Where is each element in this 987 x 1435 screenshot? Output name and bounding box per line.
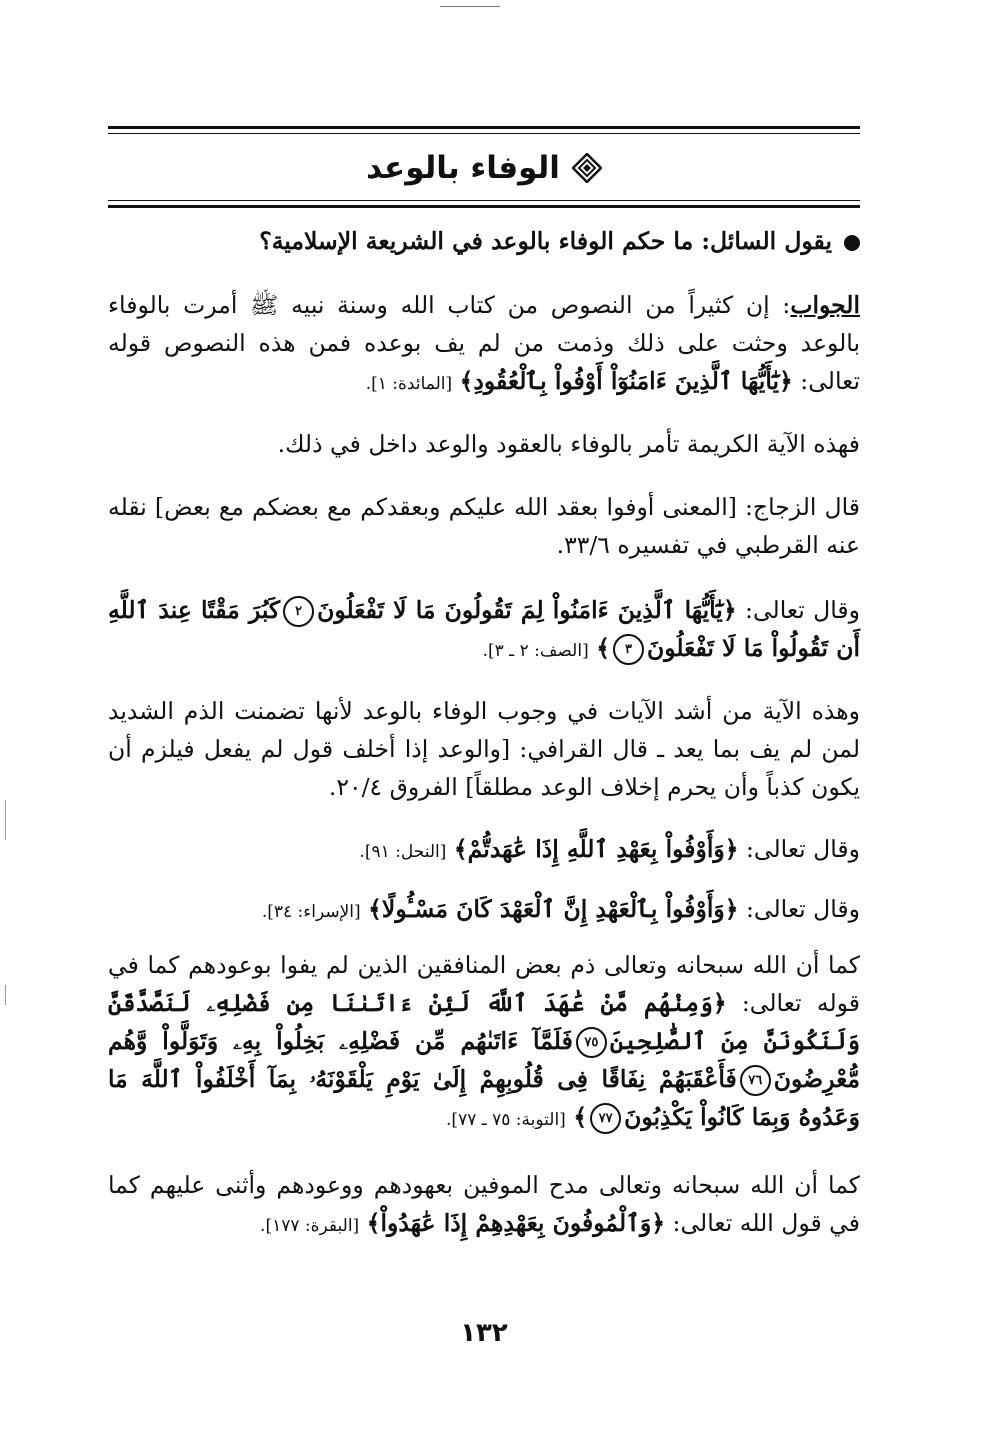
- quran-verse: ﴿يَٰٓأَيُّهَا ٱلَّذِينَ ءَامَنُوٓاْ أَوْفُواْ بِٱلْعُقُودِ﴾: [459, 367, 793, 395]
- paragraph-intro: وقال تعالى:: [746, 895, 860, 923]
- verse-part: فَلَمَّآ ءَاتَىٰهُم مِّن فَضْلِهِۦ بَخِلُواْ بِهِۦ وَتَوَلَّواْ وَّهُم مُّعْرِضُونَ: [108, 1027, 860, 1093]
- question-text: يقول السائل: ما حكم الوفاء بالوعد في الشريعة الإسلامية؟: [259, 227, 832, 255]
- verse-number-marker: ٢: [283, 596, 314, 627]
- top-edge-mark: [440, 6, 500, 7]
- verse-reference: [البقرة: ١٧٧].: [260, 1216, 360, 1236]
- paragraph-intro: وقال تعالى:: [745, 596, 860, 624]
- quran-verse: ﴿وَأَوْفُواْ بِٱلْعَهْدِ إِنَّ ٱلْعَهْدَ كَانَ مَسْـُٔولًا﴾: [368, 895, 739, 923]
- answer-intro: : إن كثيراً من النصوص من كتاب الله وسنة نبيه ﷺ أمرت بالوفاء بالوعد وحثت على ذلك وذمت من لم يف بوعده فمن هذه النصوص قوله تعالى:: [108, 291, 860, 395]
- verse-number-marker: ٧٧: [590, 1103, 621, 1134]
- verse-part: كَبُرَ مَقْتًا عِندَ ٱللَّهِ أَن تَقُولُواْ مَا لَا تَفْعَلُونَ: [108, 596, 860, 662]
- header-rule-top-thin: [108, 133, 860, 134]
- quran-verse: ﴿وَأَوْفُواْ بِعَهْدِ ٱللَّهِ إِذَا عَٰهَدتُّمْ﴾: [453, 835, 739, 863]
- verse-part: ﴿يَٰٓأَيُّهَا ٱلَّذِينَ ءَامَنُواْ لِمَ تَقُولُونَ مَا لَا تَفْعَلُونَ: [317, 596, 737, 624]
- paragraph-6: [108, 890, 908, 931]
- paragraph-2: [108, 488, 908, 564]
- header-rule-bottom-thick: [108, 205, 860, 208]
- paragraph-text: قال الزجاج: [المعنى أوفوا بعقد الله عليكم وبعقدكم مع بعضكم مع بعض] نقله عنه القرطبي في تفسيره ٣٣/٦.: [108, 493, 860, 559]
- verse-close-bracket: ﴾: [573, 1103, 588, 1131]
- chapter-title: الوفاء بالوعد: [366, 150, 560, 186]
- verse-reference: [المائدة: ١].: [365, 374, 453, 394]
- quran-verse: ﴿وَٱلْمُوفُونَ بِعَهْدِهِمْ إِذَا عَٰهَدُواْ﴾: [366, 1209, 666, 1237]
- verse-reference: [الإسراء: ٣٤].: [261, 902, 361, 922]
- paragraph-text: وهذه الآية من أشد الآيات في وجوب الوفاء بالوعد لأنها تضمنت الذم الشديد لمن لم يف بما يعد ـ قال القرافي: [والوعد إذا أخلف قول لم يفعل فيلزم أن يكون كذباً وأن يحرم إخلاف الوعد مطلقاً] الفروق ٢٠/٤.: [108, 697, 860, 801]
- paragraph-7: [108, 946, 908, 1139]
- verse-reference: [النحل: ٩١].: [359, 842, 447, 862]
- paragraph-intro: وقال تعالى:: [746, 835, 860, 863]
- paragraph-3: [108, 591, 908, 670]
- chapter-header: [108, 143, 860, 193]
- answer-paragraph: [108, 286, 908, 403]
- verse-reference: [الصف: ٢ ـ ٣].: [482, 641, 589, 661]
- verse-number-marker: ٧٥: [576, 1027, 607, 1058]
- header-rule-bottom-thin: [108, 200, 860, 201]
- verse-part: ﴿وَمِنْهُم مَّنْ عَٰهَدَ ٱللَّهَ لَئِنْ ءَاتَىٰنَا مِن فَضْلِهِۦ لَنَصَّدَّقَنَّ وَلَنَكُونَنَّ مِنَ ٱلصَّٰلِحِينَ: [108, 989, 860, 1055]
- bullet-icon: [844, 235, 860, 251]
- answer-label: الجواب: [790, 291, 860, 319]
- header-rule-top-thick: [108, 126, 860, 129]
- paragraph-4: [108, 692, 908, 806]
- diamond-icon: [572, 153, 602, 183]
- paragraph-1: [108, 425, 908, 463]
- scan-margin-mark: [5, 985, 6, 1005]
- scan-margin-mark: [5, 800, 6, 840]
- paragraph-5: [108, 830, 908, 871]
- page-number: ١٣٢: [460, 1318, 508, 1348]
- paragraph-8: [108, 1166, 908, 1245]
- paragraph-intro: كما أن الله سبحانه وتعالى مدح الموفين بعهودهم ووعودهم وأثنى عليهم كما في قول الله تعالى:: [108, 1171, 860, 1237]
- paragraph-text: فهذه الآية الكريمة تأمر بالوفاء بالعقود والوعد داخل في ذلك.: [277, 430, 860, 458]
- question-line: [108, 222, 860, 260]
- verse-number-marker: ٧٦: [740, 1065, 771, 1096]
- verse-part: فَأَعْقَبَهُمْ نِفَاقًا فِى قُلُوبِهِمْ إِلَىٰ يَوْمِ يَلْقَوْنَهُۥ بِمَآ أَخْلَفُواْ ٱللَّهَ مَا وَعَدُوهُ وَبِمَا كَانُواْ يَكْذِبُونَ: [108, 1065, 860, 1131]
- paragraph-intro: كما أن الله سبحانه وتعالى ذم بعض المنافقين الذين لم يفوا بوعودهم كما في قوله تعالى:: [108, 951, 860, 1017]
- verse-close-bracket: ﴾: [596, 634, 610, 662]
- verse-number-marker: ٣: [613, 634, 644, 665]
- verse-reference: [التوبة: ٧٥ ـ ٧٧].: [446, 1110, 566, 1130]
